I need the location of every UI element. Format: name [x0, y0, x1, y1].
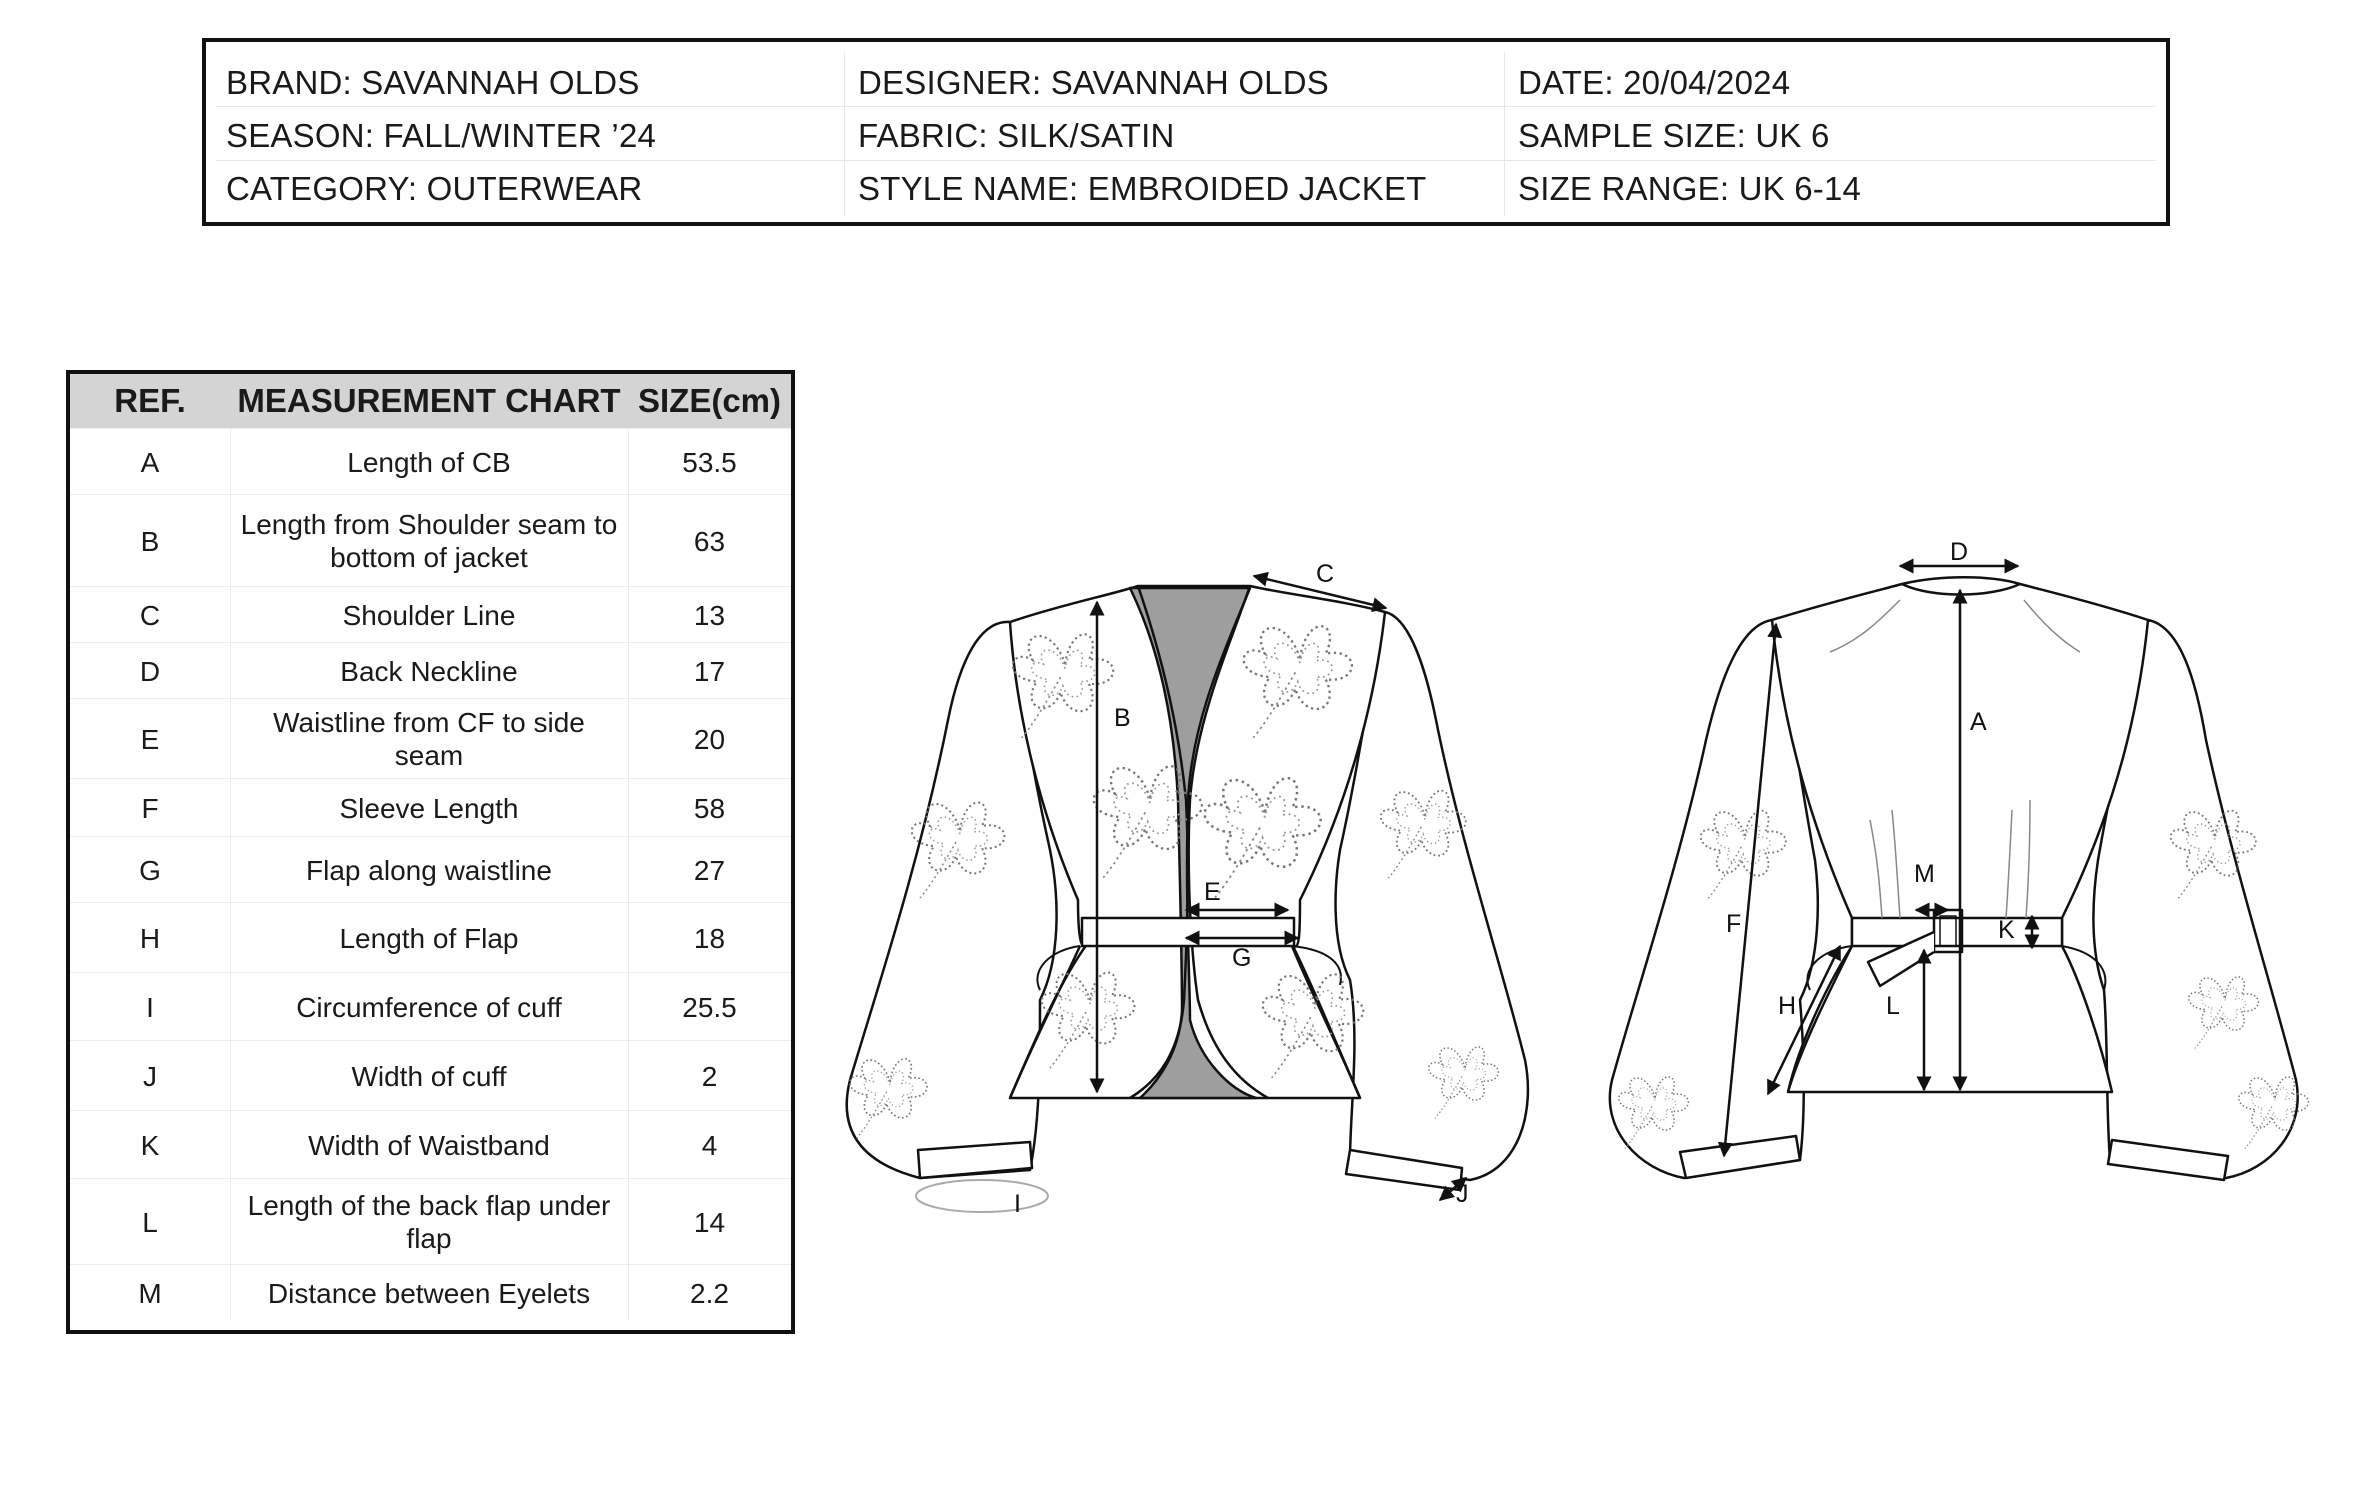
category-field: CATEGORY: OUTERWEAR: [226, 170, 643, 207]
label-m: M: [1914, 860, 1935, 888]
label-h: H: [1778, 992, 1797, 1020]
date-field: DATE: 20/04/2024: [1518, 64, 1791, 101]
size-cell: 20: [693, 723, 726, 755]
measurement-cell: Length of Flap: [339, 922, 519, 954]
ref-cell: D: [139, 655, 161, 687]
measurement-cell: Width of Waistband: [308, 1129, 550, 1161]
measurement-cell: Length of the back flap under flap: [247, 1190, 611, 1254]
designer-field: DESIGNER: SAVANNAH OLDS: [858, 64, 1329, 101]
ref-cell: J: [143, 1060, 157, 1092]
label-c: C: [1316, 560, 1335, 588]
measurement-cell: Shoulder Line: [342, 599, 516, 631]
sample-size-field: SAMPLE SIZE: UK 6: [1518, 117, 1830, 154]
size-cell: 13: [693, 599, 726, 631]
size-cell: 2.2: [690, 1277, 729, 1309]
ref-cell: H: [139, 922, 161, 954]
size-column-header: SIZE(cm): [637, 382, 782, 419]
label-k: K: [1998, 916, 2015, 944]
ref-cell: A: [140, 446, 160, 478]
ref-cell: E: [140, 723, 160, 755]
size-cell: 4: [701, 1129, 718, 1161]
season-field: SEASON: FALL/WINTER ’24: [226, 117, 657, 154]
size-cell: 53.5: [682, 446, 737, 478]
measurement-cell: Distance between Eyelets: [267, 1277, 591, 1309]
size-cell: 2: [701, 1060, 718, 1092]
ref-cell: L: [142, 1206, 158, 1238]
measurement-cell: Length of CB: [347, 446, 511, 478]
brand-field: BRAND: SAVANNAH OLDS: [226, 64, 640, 101]
size-cell: 58: [693, 792, 726, 824]
style-name-field: STYLE NAME: EMBROIDED JACKET: [858, 170, 1427, 207]
ref-cell: G: [139, 854, 161, 886]
ref-cell: I: [146, 991, 154, 1023]
label-l: L: [1886, 992, 1900, 1020]
ref-cell: M: [138, 1277, 162, 1309]
measurement-cell: Circumference of cuff: [296, 991, 562, 1023]
measurement-cell: Flap along waistline: [306, 854, 552, 886]
size-range-field: SIZE RANGE: UK 6-14: [1518, 170, 1862, 207]
back-view: [1610, 577, 2298, 1180]
ref-cell: C: [139, 599, 161, 631]
measurement-cell: Waistline from CF to side seam: [273, 707, 585, 771]
size-cell: 18: [693, 922, 726, 954]
ref-cell: F: [141, 792, 159, 824]
label-j: J: [1456, 1180, 1469, 1208]
label-b: B: [1114, 704, 1131, 732]
ref-column-header: REF.: [114, 382, 186, 419]
ref-cell: K: [140, 1129, 160, 1161]
front-view: [847, 586, 1528, 1212]
size-cell: 27: [693, 854, 726, 886]
measurement-cell: Back Neckline: [340, 655, 518, 687]
size-cell: 17: [693, 655, 726, 687]
label-e: E: [1204, 878, 1221, 906]
label-d: D: [1950, 538, 1969, 566]
label-i: I: [1014, 1190, 1021, 1218]
label-f: F: [1726, 910, 1742, 938]
measurement-cell: Width of cuff: [351, 1060, 507, 1092]
ref-cell: B: [140, 525, 160, 557]
size-cell: 63: [693, 525, 726, 557]
measurement-column-header: MEASUREMENT CHART: [237, 382, 621, 419]
label-a: A: [1970, 708, 1987, 736]
size-cell: 14: [693, 1206, 726, 1238]
measurement-cell: Length from Shoulder seam to bottom of jacket: [240, 509, 618, 573]
measurement-cell: Sleeve Length: [339, 792, 519, 824]
label-g: G: [1232, 944, 1252, 972]
size-cell: 25.5: [682, 991, 737, 1023]
fabric-field: FABRIC: SILK/SATIN: [858, 117, 1175, 154]
